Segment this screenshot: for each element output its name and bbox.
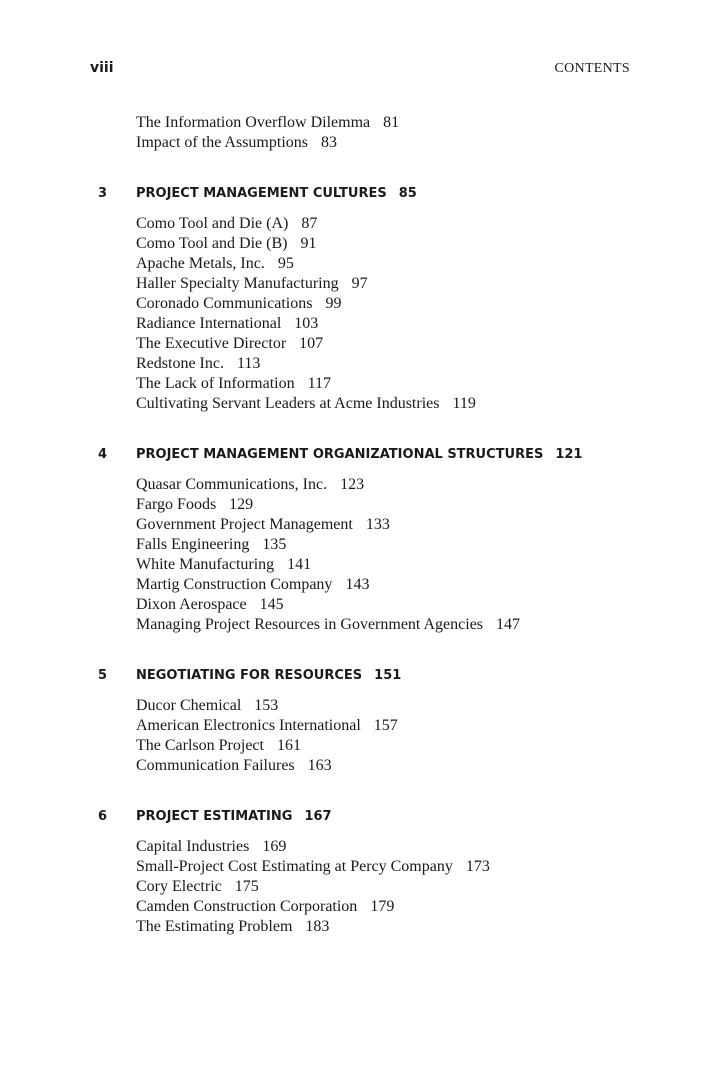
entry-title: Cultivating Servant Leaders at Acme Industries [136, 395, 440, 412]
entry-title: The Carlson Project [136, 737, 264, 754]
entry-page: 141 [287, 556, 312, 573]
entry-page: 153 [254, 697, 279, 714]
entry-page: 95 [277, 255, 294, 272]
toc-entry [136, 314, 720, 334]
toc-entry [136, 374, 720, 394]
entry-page: 143 [345, 576, 370, 593]
chapter-4-entries [0, 475, 720, 635]
entry-page: 135 [262, 536, 287, 553]
toc-entry [136, 877, 720, 897]
entry-page: 119 [452, 395, 476, 412]
toc-entry [136, 133, 720, 153]
chapter-page: 167 [304, 809, 332, 824]
entry-page: 97 [351, 275, 368, 292]
toc-entry [136, 334, 720, 354]
toc-entry [136, 615, 720, 635]
toc-entry [136, 294, 720, 314]
entry-page: 81 [383, 114, 400, 131]
entry-page: 179 [370, 898, 395, 915]
entry-page: 157 [373, 717, 398, 734]
entry-page: 87 [301, 215, 318, 232]
chapter-3-entries [0, 214, 720, 414]
toc-entry [136, 214, 720, 234]
entry-page: 129 [229, 496, 254, 513]
entry-title: Small-Project Cost Estimating at Percy Company [136, 858, 453, 875]
entry-page: 83 [320, 134, 337, 151]
chapter-title: PROJECT ESTIMATING 167 [136, 809, 332, 824]
entry-title: The Executive Director [136, 335, 287, 352]
toc-entry [136, 575, 720, 595]
entry-title: Quasar Communications, Inc. [136, 476, 328, 493]
chapter-page: 151 [374, 668, 402, 683]
entry-page: 169 [262, 838, 287, 855]
chapter-title: PROJECT MANAGEMENT CULTURES 85 [136, 186, 417, 201]
entry-title: Coronado Communications [136, 295, 313, 312]
toc-entry [136, 756, 720, 776]
toc-entry [136, 696, 720, 716]
entry-title: Falls Engineering [136, 536, 250, 553]
toc-entry [136, 495, 720, 515]
entry-title: Redstone Inc. [136, 355, 224, 372]
entry-title: Fargo Foods [136, 496, 217, 513]
entry-page: 163 [307, 757, 332, 774]
toc-entry [136, 475, 720, 495]
entry-page: 183 [305, 918, 330, 935]
entry-page: 123 [340, 476, 365, 493]
entry-page: 161 [276, 737, 301, 754]
entry-title: Managing Project Resources in Government Agencies [136, 616, 484, 633]
chapter-6-entries [0, 837, 720, 937]
entry-title: Dixon Aerospace [136, 596, 247, 613]
entry-title: The Information Overflow Dilemma [136, 114, 371, 131]
chapter-title: PROJECT MANAGEMENT ORGANIZATIONAL STRUCTURES 121 [136, 447, 583, 462]
entry-page: 147 [496, 616, 521, 633]
chapter-number: 5 [98, 668, 108, 683]
chapter-number: 3 [98, 186, 108, 201]
entry-title: American Electronics International [136, 717, 361, 734]
chapter-number: 6 [98, 809, 108, 824]
chapter-page: 121 [555, 447, 583, 462]
entry-title: Como Tool and Die (A) [136, 215, 289, 232]
chapter-heading-3 [0, 184, 720, 204]
entry-page: 175 [234, 878, 259, 895]
entry-title: The Estimating Problem [136, 918, 293, 935]
entry-title: The Lack of Information [136, 375, 295, 392]
entry-title: Communication Failures [136, 757, 295, 774]
entry-title: White Manufacturing [136, 556, 275, 573]
entry-page: 107 [299, 335, 324, 352]
toc-entry [136, 274, 720, 294]
chapter-heading-4 [0, 445, 720, 465]
toc-entry [136, 394, 720, 414]
entry-page: 173 [465, 858, 490, 875]
toc-entry [136, 917, 720, 937]
toc-entry [136, 897, 720, 917]
entry-title: Ducor Chemical [136, 697, 242, 714]
page-number: viii [90, 60, 114, 76]
toc-entry [136, 234, 720, 254]
intro-entries [0, 113, 720, 153]
entry-title: Como Tool and Die (B) [136, 235, 288, 252]
entry-title: Camden Construction Corporation [136, 898, 358, 915]
entry-title: Martig Construction Company [136, 576, 333, 593]
chapter-title: NEGOTIATING FOR RESOURCES 151 [136, 668, 402, 683]
entry-page: 133 [365, 516, 390, 533]
entry-title: Government Project Management [136, 516, 353, 533]
entry-title: Capital Industries [136, 838, 250, 855]
toc-entry [136, 254, 720, 274]
entry-title: Impact of the Assumptions [136, 134, 308, 151]
toc-entry [136, 555, 720, 575]
chapter-number: 4 [98, 447, 108, 462]
entry-title: Cory Electric [136, 878, 222, 895]
chapter-heading-6 [0, 807, 720, 827]
toc-entry [136, 113, 720, 133]
chapter-page: 85 [398, 186, 417, 201]
entry-page: 103 [294, 315, 319, 332]
toc-entry [136, 535, 720, 555]
entry-page: 91 [300, 235, 317, 252]
entry-page: 145 [259, 596, 284, 613]
chapter-heading-5 [0, 666, 720, 686]
entry-title: Radiance International [136, 315, 282, 332]
toc-entry [136, 736, 720, 756]
entry-page: 99 [325, 295, 342, 312]
toc-entry [136, 716, 720, 736]
toc-entry [136, 515, 720, 535]
toc-entry [136, 857, 720, 877]
toc-entry [136, 595, 720, 615]
entry-page: 117 [307, 375, 332, 392]
entry-title: Apache Metals, Inc. [136, 255, 265, 272]
running-head: CONTENTS [554, 61, 630, 76]
toc-entry [136, 354, 720, 374]
toc-entry [136, 837, 720, 857]
table-of-contents [0, 113, 720, 937]
entry-title: Haller Specialty Manufacturing [136, 275, 339, 292]
entry-page: 113 [236, 355, 261, 372]
chapter-5-entries [0, 696, 720, 776]
